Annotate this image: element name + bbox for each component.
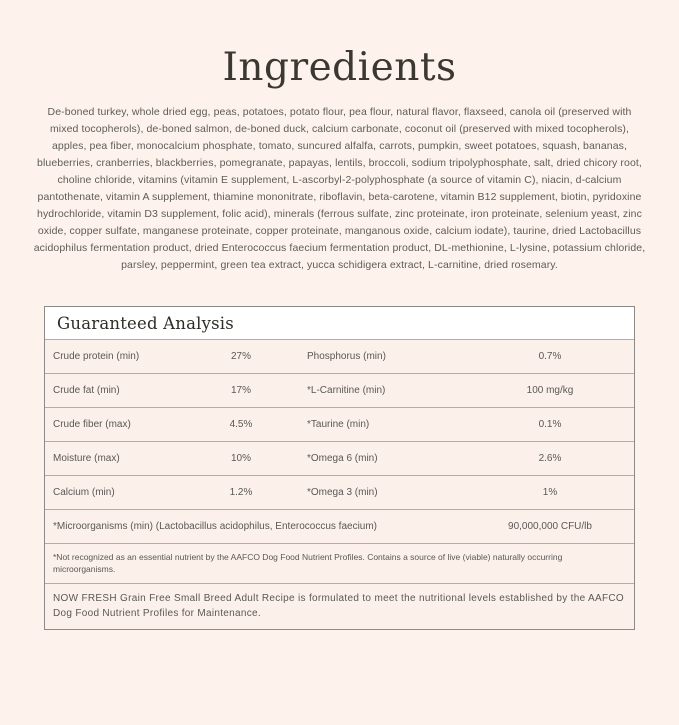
row-value: 4.5% xyxy=(229,419,253,430)
aafco-statement: NOW FRESH Grain Free Small Breed Adult Recipe is formulated to meet the nutritional levels established by the AAFCO Dog Food Nutrient Profiles for Maintenance. xyxy=(45,583,634,629)
row-label: *Omega 3 (min) xyxy=(307,487,378,498)
row-value: 100 mg/kg xyxy=(526,385,574,396)
row-value: 1% xyxy=(542,487,558,498)
table-row xyxy=(45,407,634,441)
table-row xyxy=(45,441,634,475)
table-row xyxy=(45,339,634,373)
row-label: Phosphorus (min) xyxy=(307,351,386,362)
row-value: 90,000,000 CFU/lb xyxy=(508,521,592,532)
row-value: 2.6% xyxy=(538,453,562,464)
page-title: Ingredients xyxy=(222,45,457,90)
row-label: *Omega 6 (min) xyxy=(307,453,378,464)
table-row xyxy=(45,475,634,509)
row-value: 10% xyxy=(230,453,251,464)
analysis-heading: Guaranteed Analysis xyxy=(57,313,234,333)
row-label: *Microorganisms (min) (Lactobacillus acidophilus, Enterococcus faecium) xyxy=(53,521,378,532)
row-label: Crude fat (min) xyxy=(53,385,120,396)
row-label: Crude fiber (max) xyxy=(53,419,131,430)
row-label: *L-Carnitine (min) xyxy=(307,385,386,396)
row-label: Calcium (min) xyxy=(53,487,115,498)
row-value: 0.1% xyxy=(538,419,562,430)
row-value: 17% xyxy=(230,385,251,396)
row-label: Crude protein (min) xyxy=(53,351,140,362)
row-value: 0.7% xyxy=(538,351,562,362)
row-value: 27% xyxy=(230,351,251,362)
microorganisms-row xyxy=(45,509,634,543)
table-row xyxy=(45,373,634,407)
row-label: *Taurine (min) xyxy=(307,419,370,430)
ingredients-paragraph: De-boned turkey, whole dried egg, peas, potatoes, potato flour, pea flour, natural flavor, flaxseed, canola oil (preserved with mixed tocopherols), de-boned salmon, de-boned duck, calcium carbonate, coconut oil (preserved with mixed tocopherols), apples, pea fiber, monocalcium phosphate, tomato, suncured alfalfa, carrots, pumpkin, sweet potatoes, squash, bananas, blueberries, cranberries, blackberries, pomegranate, papayas, lentils, broccoli, sodium tripolyphosphate, salt, dried chicory root, choline chloride, vitamins (vitamin E supplement, L-ascorbyl-2-polyphosphate (a source of vitamin C), niacin, d-calcium pantothenate, vitamin A supplement, thiamine mononitrate, riboflavin, beta-carotene, vitamin B12 supplement, biotin, pyridoxine hydrochloride, vitamin D3 supplement, folic acid), minerals (ferrous sulfate, zinc proteinate, iron proteinate, selenium yeast, zinc oxide, copper sulfate, manganese proteinate, copper proteinate, manganous oxide, calcium iodate), taurine, dried Lactobacillus acidophilus fermentation product, dried Enterococcus faecium fermentation product, DL-methionine, L-lysine, potassium chloride, parsley, peppermint, green tea extract, yucca schidigera extract, L-carnitine, dried rosemary. xyxy=(33,106,646,271)
analysis-table-header xyxy=(45,307,634,339)
guaranteed-analysis-table xyxy=(44,306,635,630)
analysis-footnote: *Not recognized as an essential nutrient by the AAFCO Dog Food Nutrient Profiles. Contains a source of live (viable) naturally occurring microorganisms. xyxy=(45,543,634,583)
row-label: Moisture (max) xyxy=(53,453,120,464)
row-value: 1.2% xyxy=(229,487,253,498)
